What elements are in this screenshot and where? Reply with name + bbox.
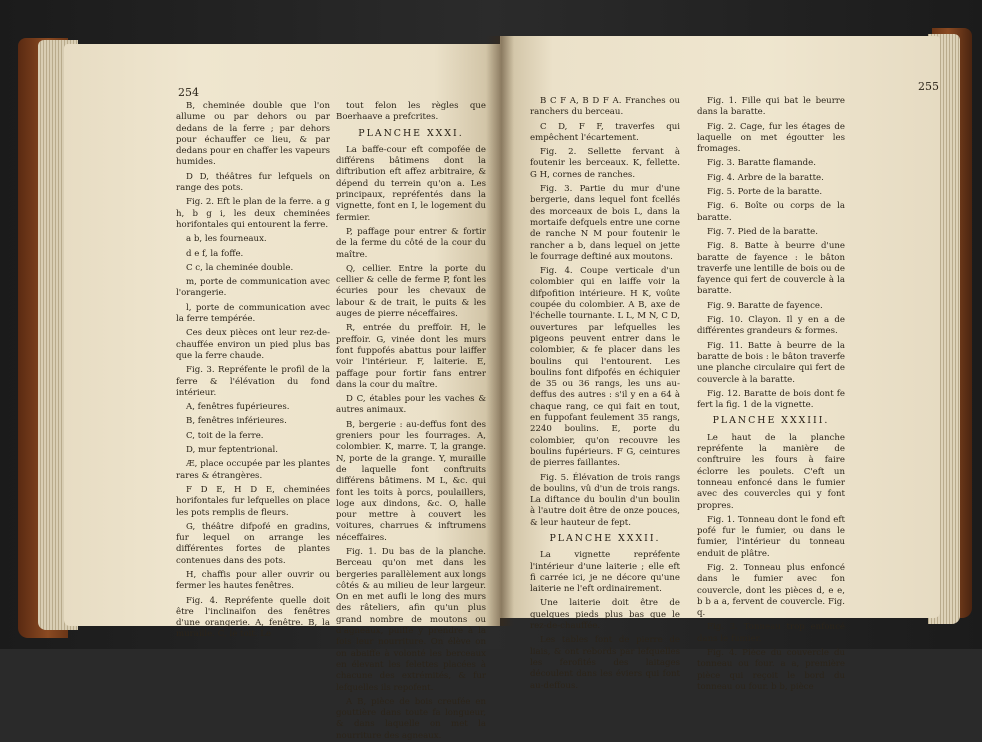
paragraph: B, cheminée double que l'on allume ou par dehors ou par dedans de la ferre ; par dehors pour échauffer ce lieu, & par dedans pour en chaffer les vapeurs humides.	[176, 101, 330, 168]
paragraph: Ces deux pièces ont leur rez-de-chauffée environ un pied plus bas que la ferre chaude.	[176, 328, 330, 361]
paragraph: B C F A, B D F A. Franches ou ranchers du berceau.	[530, 96, 680, 118]
paragraph: R, entrée du preffoir. H, le preffoir. G, vinée dont les murs font fuppofés abattus pour laiffer voir l'intérieur. F, laiterie. E, paffage pour fortir fans entrer dans la cour du maître.	[336, 323, 486, 390]
paragraph: Fig. 4. Pièce du couvercle du tonneau ou four. a a, première pièce qui reçoit le bord du tonneau ou four. b b, pièce	[697, 648, 845, 692]
left-page-column-1	[176, 101, 330, 640]
paragraph: Fig. 1. Fille qui bat le beurre dans la baratte.	[697, 96, 845, 118]
paragraph: C c, la cheminée double.	[186, 262, 294, 273]
paragraph: P, paffage pour entrer & fortir de la ferme du côté de la cour du maître.	[336, 226, 486, 260]
paragraph: La baffe-cour eft compofée de différens bâtimens dont la diftribution eft affez arbitraire, & dépend du terrein qu'on a. Les principaux, repréfentés dans la vignette, font en I, le logement du fermier.	[336, 144, 486, 223]
paragraph: Æ, place occupée par les plantes rares & étrangères.	[176, 459, 330, 481]
right-page-number: 255	[918, 80, 939, 93]
paragraph: G, théâtre difpofé en gradins, fur lequel on arrange les différentes fortes de plantes contenues dans des pots.	[176, 521, 330, 566]
paragraph: B, fenêtres inférieures.	[186, 416, 287, 427]
paragraph: d e f, la foffe.	[186, 248, 244, 259]
paragraph: C, toit de la ferre.	[186, 430, 264, 441]
paragraph: Fig. 4. Arbre de la baratte.	[707, 172, 824, 183]
paragraph: Fig. 10. Clayon. Il y en a de différentes grandeurs & formes.	[697, 315, 845, 337]
paragraph: Une laiterie doit être de quelques pieds plus bas que le rez-de-chauffée.	[530, 598, 680, 632]
plate-heading: PLANCHE XXXIII.	[712, 415, 830, 427]
paragraph: D C, étables pour les vaches & autres animaux.	[336, 394, 486, 416]
paragraph: Fig. 3. Tonneau trop enfoncé dans le fumier.	[697, 622, 845, 644]
paragraph: B, bergerie : au-deffus font des greniers pour les fourrages. A, colombier. K, marre. T, la grange. N, porte de la grange. Y, muraille de laquelle font conftruits différens bâtimens. M L, &c. qui font les toits à porcs, poulaillers, loge aux dindons, &c. O, halle pour mettre à couvert les voitures, charrues & inftrumens néceffaires.	[336, 419, 486, 543]
paragraph: Fig. 4. Coupe verticale d'un colombier qui en laiffe voir la difpofition intérieure. H K, voûte coupée du colombier. A B, axe de l'échelle tournante. L L, M N, C D, ouvertures par lefquelles les pigeons peuvent entrer dans le colombier, & fe placer dans les boulins qui l'entourent. Les boulins font difpofés en échiquier de 35 ou 36 rangs, les uns au-deffus des autres : s'il y en a 64 à chaque rang, ce qui fait en tout, en fuppofant feulement 35 rangs, 2240 boulins. E, porte du colombier, qu'on recouvre les boulins fupérieurs. F G, ceintures de pierres faillantes.	[530, 266, 680, 469]
paragraph: l, porte de communication avec la ferre tempérée.	[176, 302, 330, 325]
paragraph: H, chaffis pour aller ouvrir ou fermer les hautes fenêtres.	[176, 569, 330, 592]
plate-heading: PLANCHE XXXI.	[358, 127, 464, 139]
paragraph: Les tables font de pierre de liais, & ont rebords par lefquelles les ferofités des laitages découlent dans les éviers qui font au-deffous.	[530, 635, 680, 691]
plate-heading: PLANCHE XXXII.	[549, 532, 661, 544]
paragraph: Fig. 9. Baratte de fayence.	[707, 300, 823, 311]
paragraph: m, porte de communication avec l'orangerie.	[176, 277, 330, 299]
paragraph: Fig. 4. Repréfente quelle doit être l'inclinaifon des fenêtres d'une orangerie. A, fenêtre. B, la muraille. C, le toit. Le	[176, 595, 330, 640]
paragraph: F D E, H D E, cheminées horifontales fur lefquelles on place les pots remplis de fleurs.	[176, 484, 330, 518]
paragraph: Fig. 7. Pied de la baratte.	[707, 226, 818, 237]
paragraph: Fig. 8. Batte à beurre d'une baratte de fayence : le bâton traverfe une lentille de bois ou de fayence qui fert de couvercle à la baratte.	[697, 241, 845, 297]
paragraph: Q, cellier. Entre la porte du cellier & celle de ferme P, font les écuries pour les chevaux de labour & de trait, le puits & les auges de pierre néceffaires.	[336, 263, 486, 320]
paragraph: Le haut de la planche repréfente la manière de conftruire les fours à faire éclorre les poulets. C'eft un tonneau enfoncé dans le fumier avec des couvercles qui y font propres.	[697, 432, 845, 511]
paragraph: La vignette repréfente l'intérieur d'une laiterie ; elle eft fi carrée ici, je ne décore qu'une laiterie ne l'eft ordinairement.	[530, 550, 680, 595]
right-page-column-1	[530, 96, 680, 691]
paragraph: D D, théâtres fur lefquels on range des pots.	[176, 171, 330, 194]
paragraph: Fig. 1. Tonneau dont le fond eft pofé fur le fumier, ou dans le fumier, l'intérieur du tonneau enduit de plâtre.	[697, 514, 845, 559]
paragraph: Fig. 3. Repréfente le profil de la ferre & l'élévation du fond intérieur.	[176, 365, 330, 398]
paragraph: Fig. 3. Partie du mur d'une bergerie, dans lequel font fcellés des morceaux de bois L, dans la mortaife defquels entre une corne de ranche N M pour foutenir le rancher a b, dans lequel on jette le fourrage deftiné aux moutons.	[530, 184, 680, 262]
paragraph: Fig. 6. Boîte ou corps de la baratte.	[697, 201, 845, 223]
paragraph: D, mur feptentrional.	[186, 445, 279, 456]
paragraph: Fig. 5. Porte de la baratte.	[707, 187, 823, 198]
paragraph: Fig. 2. Sellette fervant à foutenir les berceaux. K, fellette. G H, cornes de ranches.	[530, 147, 680, 180]
paragraph: Fig. 1. Du bas de la planche. Berceau qu'on met dans les bergeries parallèlement aux longs côtés & au milieu de leur largeur. On en met aufli le long des murs des râteliers, afin qu'un plus grand nombre de moutons ou d'agneaux, puiffe y prendre à la fois leur nourriture. On élève on on abaiffe à volonté les berceaux en élevant les felettes placées à chacune des extrémités, & fur lefquelles ils repofent.	[336, 546, 486, 693]
paragraph: A, fenêtres fupérieures.	[186, 402, 290, 413]
book-gutter	[486, 36, 514, 626]
paragraph: tout felon les règles que Boerhaave a prefcrites.	[336, 101, 486, 123]
paragraph: A B, pièce de bois creufée en gouttière dans toute fa longueur, & dans laquelle on met la nourriture des agneaux.	[336, 696, 486, 741]
paragraph: Fig. 2. Tonneau plus enfoncé dans le fumier avec fon couvercle, dont les pièces d, e e, b b a a, fervent de couvercle. Fig. q.	[697, 562, 845, 619]
paragraph: Fig. 2. Eft le plan de la ferre. a g h, b g i, les deux cheminées horifontales qui entourent la ferre.	[176, 197, 330, 230]
paragraph: a b, les fourneaux.	[186, 234, 267, 245]
paragraph: Fig. 11. Batte à beurre de la baratte de bois : le bâton traverfe une planche circulaire qui fert de couvercle à la baratte.	[697, 340, 845, 385]
paragraph: Fig. 2. Cage, fur les étages de laquelle on met égoutter les fromages.	[697, 121, 845, 155]
paragraph: Fig. 5. Élévation de trois rangs de boulins, vû d'un de trois rangs. La diftance du boulin d'un boulin à l'autre doit être de onze pouces, & leur hauteur de fept.	[530, 472, 680, 528]
left-page-column-2	[336, 101, 486, 741]
paragraph: Fig. 12. Baratte de bois dont fe fert la fig. 1 de la vignette.	[697, 388, 845, 411]
right-page-column-2	[697, 96, 845, 692]
left-page-number: 254	[178, 86, 199, 99]
paragraph: C D, F F, traverfes qui empêchent l'écartement.	[530, 121, 680, 143]
paragraph: Fig. 3. Baratte flamande.	[707, 158, 816, 169]
